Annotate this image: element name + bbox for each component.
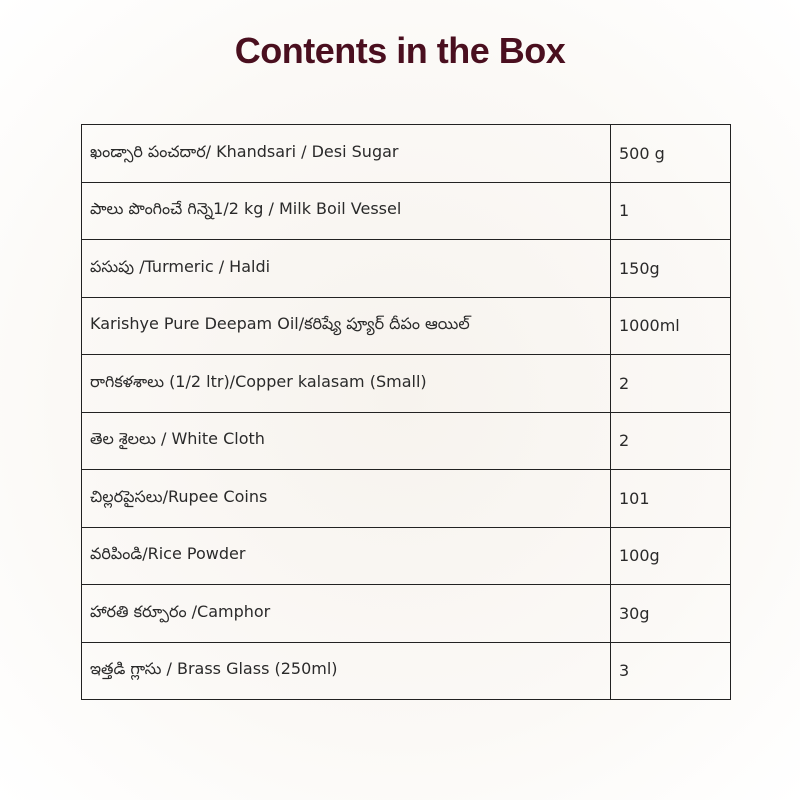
item-name-cell: Karishye Pure Deepam Oil/కరిష్యే ప్యూర్ దీపం ఆయిల్: [82, 297, 611, 355]
item-name-cell: రాగికళశాలు (1/2 ltr)/Copper kalasam (Small): [82, 355, 611, 413]
table-row: [82, 470, 731, 528]
item-quantity-cell: 30g: [611, 585, 731, 643]
table-row: [82, 125, 731, 183]
item-name-cell: ఇత్తడి గ్లాసు / Brass Glass (250ml): [82, 642, 611, 700]
item-quantity-cell: 1: [611, 182, 731, 240]
item-quantity-cell: 2: [611, 412, 731, 470]
table-row: [82, 355, 731, 413]
item-name-cell: పసుపు /Turmeric / Haldi: [82, 240, 611, 298]
item-quantity-cell: 150g: [611, 240, 731, 298]
item-quantity-cell: 500 g: [611, 125, 731, 183]
page-title: Contents in the Box: [234, 30, 566, 71]
table-row: [82, 412, 731, 470]
table-row: [82, 182, 731, 240]
table-row: [82, 642, 731, 700]
item-quantity-cell: 2: [611, 355, 731, 413]
item-quantity-cell: 1000ml: [611, 297, 731, 355]
item-name-cell: ఖండ్సారి పంచదార/ Khandsari / Desi Sugar: [82, 125, 611, 183]
table-row: [82, 585, 731, 643]
item-quantity-cell: 100g: [611, 527, 731, 585]
item-quantity-cell: 101: [611, 470, 731, 528]
item-quantity-cell: 3: [611, 642, 731, 700]
item-name-cell: పాలు పొంగించే గిన్నె1/2 kg / Milk Boil Vessel: [82, 182, 611, 240]
item-name-cell: తెల శైలలు / White Cloth: [82, 412, 611, 470]
table-row: [82, 240, 731, 298]
contents-table: [81, 124, 731, 700]
item-name-cell: వరిపిండి/Rice Powder: [82, 527, 611, 585]
contents-table-body: [82, 125, 731, 700]
table-row: [82, 527, 731, 585]
item-name-cell: చిల్లరపైసలు/Rupee Coins: [82, 470, 611, 528]
table-row: [82, 297, 731, 355]
item-name-cell: హారతి కర్పూరం /Camphor: [82, 585, 611, 643]
